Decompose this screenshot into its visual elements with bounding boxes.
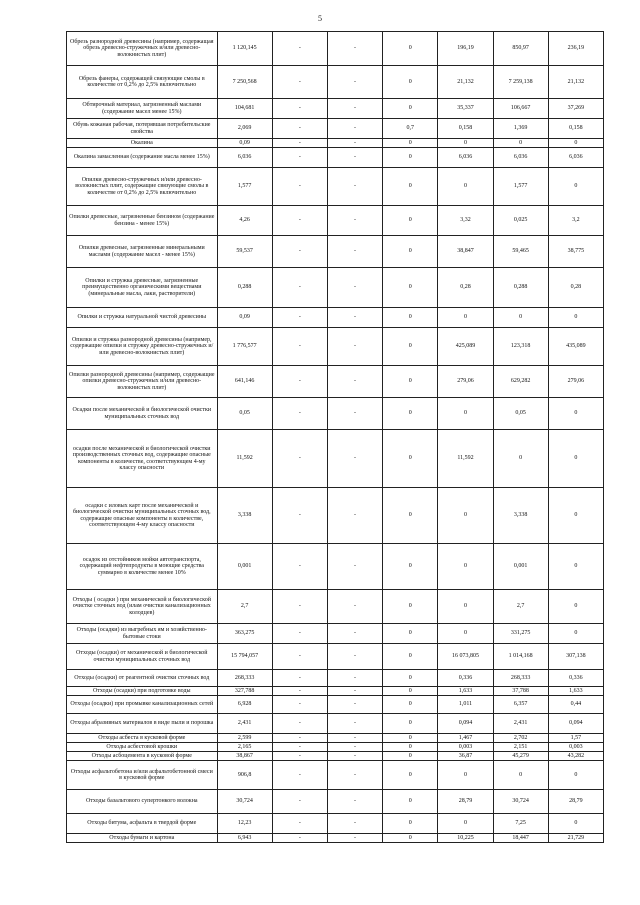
table-row: [67, 32, 604, 66]
value-cell-c3: -: [327, 687, 382, 696]
value-cell-c6: 850,97: [493, 32, 548, 66]
value-cell-c5: 1,633: [438, 687, 493, 696]
value-cell-c6: 0: [493, 308, 548, 328]
waste-name-cell: Отходы (осадки) при подготовке воды: [67, 687, 218, 696]
value-cell-c1: 2,599: [217, 734, 272, 743]
value-cell-c3: -: [327, 670, 382, 687]
waste-name-cell: Отходы асфальтобетона и/или асфальтобетонной смеси в кусковой форме: [67, 761, 218, 790]
value-cell-c7: 0: [548, 590, 603, 624]
value-cell-c3: -: [327, 814, 382, 834]
table-row: [67, 834, 604, 843]
value-cell-c3: -: [327, 32, 382, 66]
value-cell-c5: 0,28: [438, 268, 493, 308]
value-cell-c5: 0: [438, 308, 493, 328]
value-cell-c5: 1,467: [438, 734, 493, 743]
waste-name-cell: Отходы асбеста в кусковой форме: [67, 734, 218, 743]
waste-name-cell: Отходы асбоцемента в кусковой форме: [67, 752, 218, 761]
value-cell-c3: -: [327, 644, 382, 670]
value-cell-c1: 7 250,568: [217, 66, 272, 99]
table-row: [67, 734, 604, 743]
value-cell-c4: 0: [383, 168, 438, 206]
table-row: [67, 590, 604, 624]
value-cell-c4: 0: [383, 66, 438, 99]
value-cell-c3: -: [327, 398, 382, 430]
waste-name-cell: осадок из отстойников мойки автотранспорта, содержащий нефтепродукты в моющие средства суммарно в количестве менее 10%: [67, 544, 218, 590]
value-cell-c1: 641,146: [217, 366, 272, 398]
value-cell-c3: -: [327, 834, 382, 843]
value-cell-c1: 906,8: [217, 761, 272, 790]
table-row: [67, 790, 604, 814]
value-cell-c6: 106,667: [493, 99, 548, 119]
value-cell-c2: -: [272, 168, 327, 206]
value-cell-c7: 279,06: [548, 366, 603, 398]
table-row: [67, 366, 604, 398]
value-cell-c6: 0,001: [493, 544, 548, 590]
value-cell-c7: 0,336: [548, 670, 603, 687]
value-cell-c6: 1,577: [493, 168, 548, 206]
table-row: [67, 743, 604, 752]
value-cell-c2: -: [272, 687, 327, 696]
value-cell-c6: 6,036: [493, 148, 548, 168]
value-cell-c7: 21,132: [548, 66, 603, 99]
value-cell-c4: 0: [383, 590, 438, 624]
value-cell-c7: 1,633: [548, 687, 603, 696]
value-cell-c6: 629,282: [493, 366, 548, 398]
value-cell-c2: -: [272, 148, 327, 168]
value-cell-c4: 0: [383, 366, 438, 398]
waste-name-cell: Опилки и стружка натуральной чистой древесины: [67, 308, 218, 328]
value-cell-c3: -: [327, 148, 382, 168]
value-cell-c2: -: [272, 544, 327, 590]
value-cell-c5: 0: [438, 488, 493, 544]
value-cell-c1: 0,09: [217, 308, 272, 328]
waste-name-cell: осадки после механической и биологической очистки производственных сточных вод, содержащие опасные компоненты в количестве, соответствующем 4-му классу опасности: [67, 430, 218, 488]
value-cell-c2: -: [272, 644, 327, 670]
value-cell-c5: 0,003: [438, 743, 493, 752]
value-cell-c2: -: [272, 834, 327, 843]
value-cell-c3: -: [327, 624, 382, 644]
value-cell-c7: 37,269: [548, 99, 603, 119]
table-row: [67, 308, 604, 328]
value-cell-c5: 16 073,805: [438, 644, 493, 670]
table-row: [67, 139, 604, 148]
value-cell-c5: 279,06: [438, 366, 493, 398]
table-row: [67, 814, 604, 834]
value-cell-c2: -: [272, 119, 327, 139]
value-cell-c3: -: [327, 696, 382, 714]
value-cell-c7: 1,57: [548, 734, 603, 743]
value-cell-c4: 0: [383, 328, 438, 366]
waste-name-cell: Опилки разнородной древесины (например, содержащие опилки древесно-стружечных и/или древесно-волокнистых плит): [67, 366, 218, 398]
waste-name-cell: Опилки и стружка разнородной древесины (например, содержащие опилки и стружку древесно-стружечных и/или древесно-волокнистых плит): [67, 328, 218, 366]
value-cell-c2: -: [272, 752, 327, 761]
value-cell-c6: 0,05: [493, 398, 548, 430]
waste-name-cell: Опилки древесные, загрязненные минеральными маслами (содержание масел - менее 15%): [67, 236, 218, 268]
value-cell-c4: 0: [383, 790, 438, 814]
value-cell-c5: 21,132: [438, 66, 493, 99]
value-cell-c1: 6,943: [217, 834, 272, 843]
value-cell-c1: 2,165: [217, 743, 272, 752]
value-cell-c5: 36,87: [438, 752, 493, 761]
value-cell-c4: 0: [383, 308, 438, 328]
value-cell-c1: 0,001: [217, 544, 272, 590]
table-row: [67, 687, 604, 696]
waste-name-cell: Отходы бумаги и картона: [67, 834, 218, 843]
page-number: 5: [318, 14, 322, 23]
waste-name-cell: Отходы (осадки) от реагентной очистки сточных вод: [67, 670, 218, 687]
table-row: [67, 488, 604, 544]
table-row: [67, 544, 604, 590]
value-cell-c4: 0: [383, 734, 438, 743]
value-cell-c3: -: [327, 308, 382, 328]
value-cell-c1: 0,288: [217, 268, 272, 308]
table-row: [67, 119, 604, 139]
value-cell-c2: -: [272, 430, 327, 488]
value-cell-c3: -: [327, 119, 382, 139]
value-cell-c5: 10,225: [438, 834, 493, 843]
value-cell-c2: -: [272, 814, 327, 834]
value-cell-c2: -: [272, 32, 327, 66]
value-cell-c4: 0: [383, 398, 438, 430]
value-cell-c2: -: [272, 366, 327, 398]
value-cell-c5: 0,158: [438, 119, 493, 139]
value-cell-c2: -: [272, 328, 327, 366]
value-cell-c6: 0,288: [493, 268, 548, 308]
value-cell-c5: 0: [438, 590, 493, 624]
value-cell-c5: 0,094: [438, 714, 493, 734]
waste-name-cell: Отходы (осадки) из выгребных ям и хозяйственно-бытовые стоки: [67, 624, 218, 644]
value-cell-c1: 0,09: [217, 139, 272, 148]
table-row: [67, 99, 604, 119]
value-cell-c7: 236,19: [548, 32, 603, 66]
table-row: [67, 752, 604, 761]
value-cell-c7: 0: [548, 761, 603, 790]
value-cell-c3: -: [327, 430, 382, 488]
table-row: [67, 236, 604, 268]
waste-name-cell: Отходы битума, асфальта в твердой форме: [67, 814, 218, 834]
value-cell-c2: -: [272, 696, 327, 714]
value-cell-c7: 0: [548, 814, 603, 834]
table-row: [67, 168, 604, 206]
value-cell-c1: 268,333: [217, 670, 272, 687]
table-row: [67, 268, 604, 308]
value-cell-c2: -: [272, 624, 327, 644]
waste-name-cell: Обрезь разнородной древесины (например, содержащая обрезь древесно-стружечных и/или древесно-волокнистых плит): [67, 32, 218, 66]
table-row: [67, 66, 604, 99]
value-cell-c1: 0,05: [217, 398, 272, 430]
value-cell-c4: 0: [383, 714, 438, 734]
value-cell-c2: -: [272, 743, 327, 752]
waste-name-cell: Опилки древесно-стружечных и/или древесно-волокнистых плит, содержащие связующие смолы в количестве от 0,2% до 2,5% включительно: [67, 168, 218, 206]
value-cell-c7: 3,2: [548, 206, 603, 236]
value-cell-c7: 28,79: [548, 790, 603, 814]
value-cell-c7: 0,28: [548, 268, 603, 308]
value-cell-c7: 0: [548, 168, 603, 206]
value-cell-c4: 0: [383, 206, 438, 236]
value-cell-c2: -: [272, 790, 327, 814]
value-cell-c4: 0,7: [383, 119, 438, 139]
value-cell-c4: 0: [383, 99, 438, 119]
value-cell-c1: 38,867: [217, 752, 272, 761]
value-cell-c1: 2,7: [217, 590, 272, 624]
value-cell-c6: 123,318: [493, 328, 548, 366]
value-cell-c5: 196,19: [438, 32, 493, 66]
value-cell-c2: -: [272, 66, 327, 99]
value-cell-c5: 0: [438, 814, 493, 834]
table-row: [67, 148, 604, 168]
value-cell-c4: 0: [383, 834, 438, 843]
value-cell-c2: -: [272, 308, 327, 328]
value-cell-c1: 327,788: [217, 687, 272, 696]
waste-name-cell: Окалина замасленная (содержание масла менее 15%): [67, 148, 218, 168]
value-cell-c1: 1 776,577: [217, 328, 272, 366]
value-cell-c3: -: [327, 743, 382, 752]
value-cell-c3: -: [327, 328, 382, 366]
value-cell-c7: 21,729: [548, 834, 603, 843]
value-cell-c5: 28,79: [438, 790, 493, 814]
value-cell-c7: 0,003: [548, 743, 603, 752]
waste-name-cell: Отходы (осадки) при промывке канализационных сетей: [67, 696, 218, 714]
value-cell-c4: 0: [383, 148, 438, 168]
value-cell-c4: 0: [383, 544, 438, 590]
value-cell-c1: 6,036: [217, 148, 272, 168]
value-cell-c4: 0: [383, 268, 438, 308]
value-cell-c3: -: [327, 714, 382, 734]
table-row: [67, 644, 604, 670]
value-cell-c4: 0: [383, 139, 438, 148]
waste-name-cell: Опилки и стружка древесные, загрязненные преимущественно органическими веществами (минеральные масла, лаки, растворители): [67, 268, 218, 308]
value-cell-c2: -: [272, 761, 327, 790]
table-row: [67, 624, 604, 644]
table-row: [67, 761, 604, 790]
value-cell-c5: 0,336: [438, 670, 493, 687]
value-cell-c4: 0: [383, 670, 438, 687]
value-cell-c6: 1,369: [493, 119, 548, 139]
value-cell-c3: -: [327, 366, 382, 398]
value-cell-c4: 0: [383, 696, 438, 714]
value-cell-c2: -: [272, 670, 327, 687]
value-cell-c6: 0: [493, 761, 548, 790]
value-cell-c5: 0: [438, 544, 493, 590]
value-cell-c5: 11,592: [438, 430, 493, 488]
value-cell-c3: -: [327, 66, 382, 99]
waste-table-body: [67, 32, 604, 843]
value-cell-c4: 0: [383, 743, 438, 752]
table-row: [67, 328, 604, 366]
value-cell-c1: 1 120,145: [217, 32, 272, 66]
value-cell-c5: 0: [438, 398, 493, 430]
value-cell-c5: 3,32: [438, 206, 493, 236]
value-cell-c6: 30,724: [493, 790, 548, 814]
value-cell-c4: 0: [383, 687, 438, 696]
value-cell-c4: 0: [383, 644, 438, 670]
value-cell-c5: 6,036: [438, 148, 493, 168]
value-cell-c7: 0: [548, 430, 603, 488]
waste-name-cell: осадки с иловых карт после механической и биологической очистки муниципальных сточных вод, содержащие опасные компоненты в количестве, соответствующем 4-му классу опасности: [67, 488, 218, 544]
value-cell-c6: 7,25: [493, 814, 548, 834]
value-cell-c7: 0,44: [548, 696, 603, 714]
value-cell-c4: 0: [383, 624, 438, 644]
waste-name-cell: Обувь кожаная рабочая, потерявшая потребительские свойства: [67, 119, 218, 139]
value-cell-c7: 43,282: [548, 752, 603, 761]
value-cell-c3: -: [327, 761, 382, 790]
value-cell-c4: 0: [383, 430, 438, 488]
value-cell-c5: 0: [438, 139, 493, 148]
value-cell-c6: 331,275: [493, 624, 548, 644]
value-cell-c7: 0: [548, 624, 603, 644]
value-cell-c1: 2,431: [217, 714, 272, 734]
value-cell-c3: -: [327, 734, 382, 743]
value-cell-c6: 2,702: [493, 734, 548, 743]
value-cell-c6: 1 014,168: [493, 644, 548, 670]
value-cell-c4: 0: [383, 814, 438, 834]
value-cell-c6: 2,151: [493, 743, 548, 752]
value-cell-c2: -: [272, 590, 327, 624]
value-cell-c2: -: [272, 734, 327, 743]
value-cell-c2: -: [272, 206, 327, 236]
value-cell-c3: -: [327, 752, 382, 761]
value-cell-c2: -: [272, 139, 327, 148]
value-cell-c2: -: [272, 236, 327, 268]
value-cell-c5: 425,089: [438, 328, 493, 366]
value-cell-c3: -: [327, 268, 382, 308]
value-cell-c6: 3,338: [493, 488, 548, 544]
value-cell-c1: 3,338: [217, 488, 272, 544]
value-cell-c3: -: [327, 590, 382, 624]
value-cell-c1: 30,724: [217, 790, 272, 814]
value-cell-c6: 0: [493, 139, 548, 148]
value-cell-c3: -: [327, 99, 382, 119]
value-cell-c1: 6,928: [217, 696, 272, 714]
value-cell-c6: 2,431: [493, 714, 548, 734]
value-cell-c6: 59,465: [493, 236, 548, 268]
value-cell-c4: 0: [383, 236, 438, 268]
waste-name-cell: Отходы ( осадки ) при механической и биологической очистке сточных вод (илам очистки канализационных колодцев): [67, 590, 218, 624]
waste-name-cell: Отходы (осадки) от механической и биологической очистки муниципальных сточных вод: [67, 644, 218, 670]
value-cell-c6: 37,788: [493, 687, 548, 696]
value-cell-c5: 38,847: [438, 236, 493, 268]
waste-name-cell: Окалина: [67, 139, 218, 148]
value-cell-c6: 0: [493, 430, 548, 488]
value-cell-c6: 6,357: [493, 696, 548, 714]
value-cell-c3: -: [327, 168, 382, 206]
value-cell-c1: 11,592: [217, 430, 272, 488]
waste-name-cell: Отходы асбестовой крошки: [67, 743, 218, 752]
value-cell-c5: 0: [438, 761, 493, 790]
waste-table: [66, 31, 604, 843]
value-cell-c1: 363,275: [217, 624, 272, 644]
table-row: [67, 696, 604, 714]
value-cell-c3: -: [327, 790, 382, 814]
value-cell-c7: 0: [548, 488, 603, 544]
value-cell-c3: -: [327, 544, 382, 590]
waste-name-cell: Отходы абразивных материалов в виде пыли и порошка: [67, 714, 218, 734]
value-cell-c2: -: [272, 488, 327, 544]
table-row: [67, 430, 604, 488]
value-cell-c6: 2,7: [493, 590, 548, 624]
value-cell-c4: 0: [383, 32, 438, 66]
value-cell-c7: 435,089: [548, 328, 603, 366]
waste-name-cell: Опилки древесные, загрязненные бензином (содержание бензина - менее 15%): [67, 206, 218, 236]
waste-name-cell: Отходы базальтового супертонкого волокна: [67, 790, 218, 814]
waste-name-cell: Осадки после механической и биологической очистки муниципальных сточных вод: [67, 398, 218, 430]
value-cell-c6: 268,333: [493, 670, 548, 687]
value-cell-c7: 0: [548, 544, 603, 590]
value-cell-c7: 307,138: [548, 644, 603, 670]
value-cell-c7: 0,158: [548, 119, 603, 139]
value-cell-c5: 0: [438, 624, 493, 644]
waste-name-cell: Обтирочный материал, загрязненный маслами (содержание масел менее 15%): [67, 99, 218, 119]
value-cell-c2: -: [272, 99, 327, 119]
value-cell-c4: 0: [383, 488, 438, 544]
value-cell-c6: 7 259,138: [493, 66, 548, 99]
value-cell-c1: 4,26: [217, 206, 272, 236]
value-cell-c7: 6,036: [548, 148, 603, 168]
value-cell-c4: 0: [383, 752, 438, 761]
value-cell-c1: 104,681: [217, 99, 272, 119]
value-cell-c1: 1,577: [217, 168, 272, 206]
value-cell-c7: 38,775: [548, 236, 603, 268]
value-cell-c6: 45,279: [493, 752, 548, 761]
value-cell-c6: 0,025: [493, 206, 548, 236]
table-row: [67, 670, 604, 687]
value-cell-c1: 2,069: [217, 119, 272, 139]
value-cell-c5: 35,337: [438, 99, 493, 119]
value-cell-c6: 18,447: [493, 834, 548, 843]
value-cell-c3: -: [327, 488, 382, 544]
waste-name-cell: Обрезь фанеры, содержащей связующие смолы в количестве от 0,2% до 2,5% включительно: [67, 66, 218, 99]
value-cell-c3: -: [327, 236, 382, 268]
table-row: [67, 206, 604, 236]
table-row: [67, 714, 604, 734]
value-cell-c7: 0: [548, 308, 603, 328]
value-cell-c3: -: [327, 139, 382, 148]
value-cell-c7: 0: [548, 398, 603, 430]
value-cell-c2: -: [272, 714, 327, 734]
table-row: [67, 398, 604, 430]
value-cell-c4: 0: [383, 761, 438, 790]
value-cell-c2: -: [272, 398, 327, 430]
value-cell-c7: 0: [548, 139, 603, 148]
value-cell-c1: 12,23: [217, 814, 272, 834]
value-cell-c7: 0,094: [548, 714, 603, 734]
value-cell-c5: 1,011: [438, 696, 493, 714]
value-cell-c2: -: [272, 268, 327, 308]
value-cell-c1: 59,537: [217, 236, 272, 268]
value-cell-c5: 0: [438, 168, 493, 206]
value-cell-c1: 15 794,057: [217, 644, 272, 670]
value-cell-c3: -: [327, 206, 382, 236]
